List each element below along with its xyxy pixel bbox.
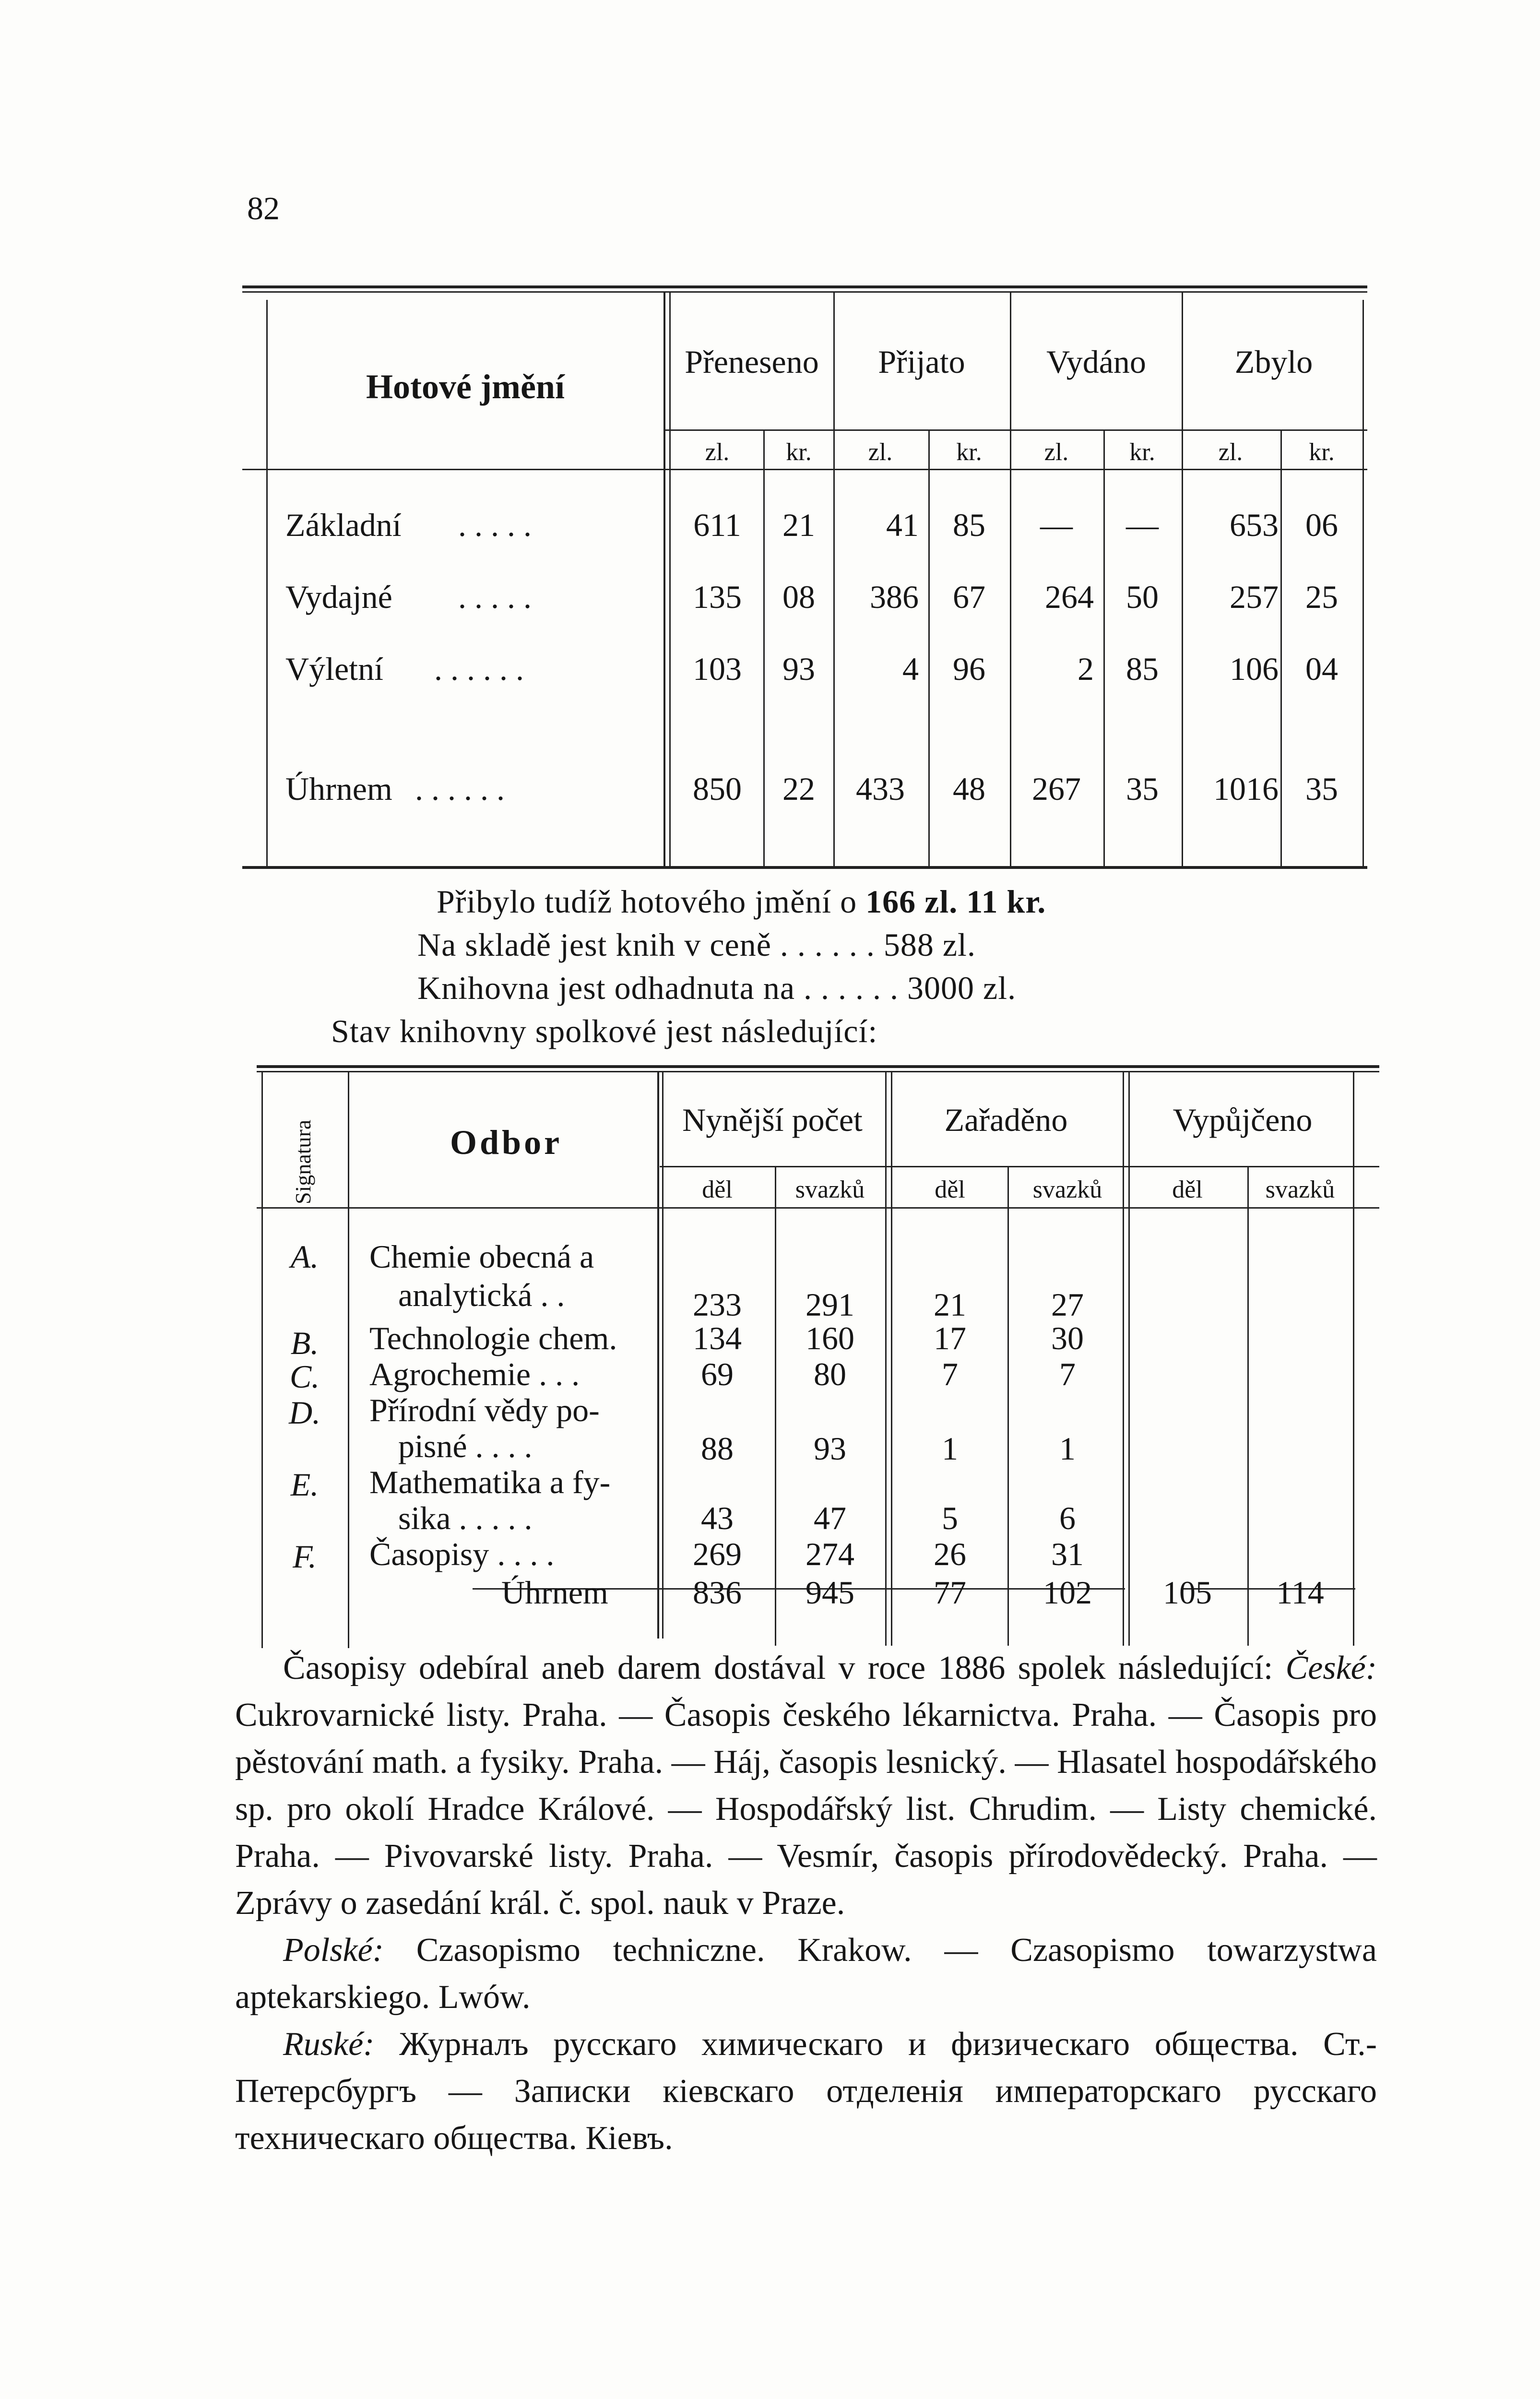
row-odbor: Technologie chem. <box>369 1320 617 1356</box>
subheader-svazku: svazků <box>795 1176 865 1203</box>
cell: 269 <box>693 1536 742 1572</box>
cell: 4 <box>902 651 919 687</box>
cell: 105 <box>1163 1574 1212 1611</box>
cell: 114 <box>1276 1574 1324 1611</box>
cell: 233 <box>693 1286 742 1323</box>
cell: 21 <box>782 507 815 543</box>
journals-czech <box>235 1645 1377 1927</box>
cell: 50 <box>1126 579 1159 615</box>
cell: 43 <box>701 1500 734 1536</box>
cell: 93 <box>814 1430 846 1467</box>
summary-line-1 <box>437 883 1046 921</box>
library-table <box>257 1065 1379 1648</box>
row-signatura: F. <box>293 1538 317 1575</box>
cell: 274 <box>806 1536 854 1572</box>
cell: 41 <box>886 507 919 543</box>
cell: 48 <box>953 771 985 807</box>
cell: 1016 <box>1213 771 1279 807</box>
polish-label: Polské: <box>283 1932 384 1969</box>
unit-kr: kr. <box>956 439 982 466</box>
cell: 5 <box>942 1500 958 1536</box>
cell: 836 <box>693 1574 742 1611</box>
row-odbor: Mathematika a fy- <box>369 1464 611 1500</box>
odbor-header: Odbor <box>450 1123 563 1162</box>
cell: 35 <box>1305 771 1338 807</box>
russian-list: Журналъ русскаго химическаго и физическаго общества. Ст.-Петерсбургъ — Записки кiевскаго отделенiя императорскаго русскаго техническаго общества. Кiевъ. <box>235 2026 1377 2157</box>
cell: 88 <box>701 1430 734 1467</box>
col-header-nynejsi: Nynější počet <box>682 1102 863 1138</box>
unit-kr: kr. <box>786 439 812 466</box>
row-signatura: D. <box>288 1394 321 1431</box>
cell: 26 <box>934 1536 966 1572</box>
cell: 433 <box>856 771 905 807</box>
row-odbor: Přírodní vědy po- <box>369 1392 600 1428</box>
cell: 160 <box>806 1320 854 1356</box>
cell: 04 <box>1305 651 1338 687</box>
row-odbor: Agrochemie . . . <box>369 1356 580 1392</box>
signatura-header: Signatura <box>291 1119 315 1204</box>
row-signatura: B. <box>290 1325 319 1361</box>
subheader-del: děl <box>1172 1176 1203 1203</box>
journals-intro: Časopisy odebíral aneb darem dostával v roce 1886 spolek následující: <box>283 1650 1273 1686</box>
journals-text <box>235 1645 1377 2162</box>
col-header-vypujceno: Vypůjčeno <box>1173 1102 1313 1138</box>
row-signatura: C. <box>289 1358 320 1395</box>
cell: — <box>1040 507 1073 543</box>
unit-zl: zl. <box>1044 439 1069 466</box>
col-header-zaradeno: Zařaděno <box>944 1102 1068 1138</box>
col-header-prijato: Přijato <box>878 344 965 380</box>
journals-polish <box>235 1927 1377 2021</box>
cell: 67 <box>953 579 985 615</box>
cell: 945 <box>806 1574 854 1611</box>
summary-line-2: Na skladě jest knih v ceně . . . . . . 588 zl. <box>417 926 976 963</box>
cell: 1 <box>942 1430 958 1467</box>
summary-line-1-amount: 166 zl. 11 kr. <box>865 883 1046 920</box>
row-signatura: E. <box>290 1466 319 1503</box>
row-label: Výletní <box>285 651 383 687</box>
cell: 267 <box>1032 771 1081 807</box>
cell: 22 <box>782 771 815 807</box>
cell: 264 <box>1045 579 1094 615</box>
cell: 30 <box>1051 1320 1084 1356</box>
cell: 69 <box>701 1356 734 1392</box>
col-header-vydano: Vydáno <box>1046 344 1146 380</box>
cell: 653 <box>1230 507 1279 543</box>
row-odbor: Časopisy . . . . <box>369 1536 555 1572</box>
cell: 2 <box>1078 651 1094 687</box>
cell: 96 <box>953 651 985 687</box>
polish-list: Czasopismo techniczne. Krakow. — Czasopismo towarzystwa aptekarskiego. Lwów. <box>235 1932 1377 2016</box>
col-header-zbylo: Zbylo <box>1234 344 1313 380</box>
russian-label: Ruské: <box>283 2026 375 2063</box>
cell: 850 <box>693 771 742 807</box>
cell: 386 <box>870 579 919 615</box>
row-odbor-cont: sika . . . . . <box>398 1500 533 1536</box>
cell: 291 <box>806 1286 854 1323</box>
unit-zl: zl. <box>705 439 730 466</box>
cell: 06 <box>1305 507 1338 543</box>
summary-line-1-text: Přibylo tudíž hotového jmění o <box>437 883 857 920</box>
row-odbor: Chemie obecná a <box>369 1238 594 1275</box>
cell: 1 <box>1059 1430 1076 1467</box>
cell: 80 <box>814 1356 846 1392</box>
row-odbor-cont: analytická . . <box>398 1277 565 1313</box>
subheader-svazku: svazků <box>1032 1176 1102 1203</box>
unit-kr: kr. <box>1309 439 1335 466</box>
cell: 134 <box>693 1320 742 1356</box>
cell: 85 <box>953 507 985 543</box>
summary-line-4: Stav knihovny spolkové jest následující: <box>331 1013 878 1049</box>
cell: 6 <box>1059 1500 1076 1536</box>
cell: 103 <box>693 651 742 687</box>
unit-kr: kr. <box>1129 439 1155 466</box>
unit-zl: zl. <box>868 439 893 466</box>
subheader-del: děl <box>702 1176 733 1203</box>
unit-zl: zl. <box>1218 439 1243 466</box>
cell: 102 <box>1043 1574 1092 1611</box>
row-dots: . . . . . <box>458 507 532 543</box>
cell: 27 <box>1051 1286 1084 1323</box>
journals-russian <box>235 2021 1377 2162</box>
assets-table <box>242 285 1367 873</box>
cell: 35 <box>1126 771 1159 807</box>
cell: 08 <box>782 579 815 615</box>
assets-title: Hotové jmění <box>366 368 565 406</box>
cell: 611 <box>693 507 741 543</box>
row-dots: . . . . . <box>458 579 532 615</box>
cell: 93 <box>782 651 815 687</box>
cell: 257 <box>1230 579 1279 615</box>
row-signatura: A. <box>290 1238 319 1275</box>
subheader-del: děl <box>935 1176 965 1203</box>
cell: 106 <box>1230 651 1279 687</box>
cell: 135 <box>693 579 742 615</box>
czech-list: Cukrovarnické listy. Praha. — Časopis českého lékarnictva. Praha. — Časopis pro pěstování math. a fysiky. Praha. — Háj, časopis lesnický. — Hlasatel hospodářského sp. pro okolí Hradce Králové. — Hospodářský list. Chrudim. — Listy chemické. Praha. — Pivovarské listy. Praha. — Vesmír, časopis přírodovědecký. Praha. — Zprávy o zasedání král. č. spol. nauk v Praze. <box>235 1697 1377 1922</box>
subheader-svazku: svazků <box>1265 1176 1335 1203</box>
col-header-preneseno: Přeneseno <box>685 344 819 380</box>
cell: 17 <box>934 1320 966 1356</box>
row-dots: . . . . . . <box>415 771 505 807</box>
cell: 25 <box>1305 579 1338 615</box>
summary-line-3: Knihovna jest odhadnuta na . . . . . . 3000 zl. <box>417 970 1017 1006</box>
cell: 21 <box>934 1286 966 1323</box>
total-label: Úhrnem <box>285 771 392 807</box>
row-dots: . . . . . . <box>434 651 524 687</box>
cell: 31 <box>1051 1536 1084 1572</box>
cell: 47 <box>814 1500 846 1536</box>
cell: 85 <box>1126 651 1159 687</box>
total-label: Úhrnem <box>501 1574 608 1611</box>
czech-label: České: <box>1285 1650 1377 1686</box>
cell: — <box>1126 507 1159 543</box>
cell: 7 <box>942 1356 958 1392</box>
row-label: Vydajné <box>285 579 392 615</box>
row-label: Základní <box>285 507 402 543</box>
cell: 77 <box>934 1574 966 1611</box>
cell: 7 <box>1059 1356 1076 1392</box>
row-odbor-cont: pisné . . . . <box>398 1428 533 1464</box>
page-number: 82 <box>247 190 280 226</box>
